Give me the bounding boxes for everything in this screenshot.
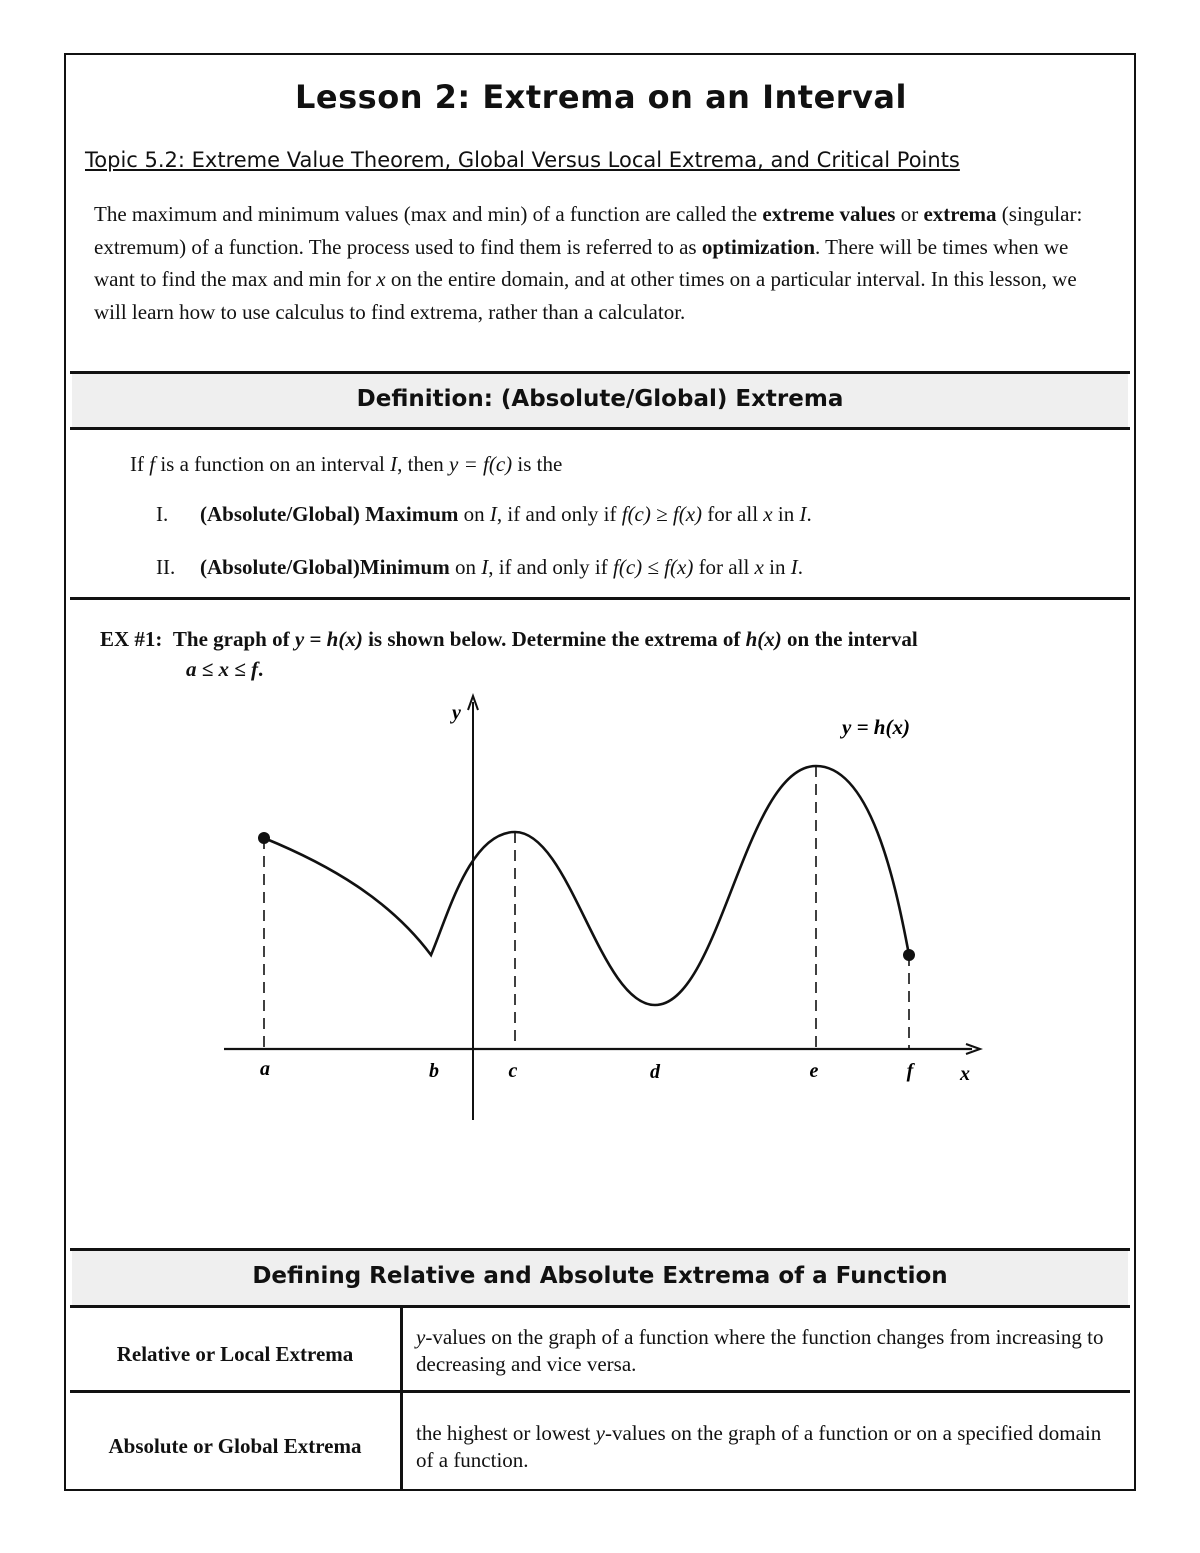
table-column-divider bbox=[400, 1306, 403, 1490]
table-row-term: Absolute or Global Extrema bbox=[108, 1434, 362, 1458]
table-row-divider bbox=[70, 1390, 1130, 1393]
table-row-definition: the highest or lowest y-values on the graph of a function or on a specified domain of a function. bbox=[416, 1421, 1102, 1472]
term-extreme-values: extreme values bbox=[762, 202, 896, 226]
curve-label: y = h(x) bbox=[842, 715, 910, 739]
page-title: Lesson 2: Extrema on an Interval bbox=[295, 78, 907, 116]
term-optimization: optimization bbox=[701, 234, 816, 259]
intro-text: on the entire domain, and at other times on a particular interval. In this lesson, we will learn how to use calculus to find extrema, rather than a calculator. bbox=[94, 267, 1077, 324]
tick-d: d bbox=[650, 1061, 660, 1083]
definition-lead: If f is a function on an interval I, then y = f(c) is the bbox=[130, 452, 563, 476]
endpoint-f bbox=[903, 949, 915, 961]
x-axis-label: x bbox=[960, 1063, 970, 1085]
definition-item-num: II. bbox=[156, 555, 176, 579]
topic-heading: Topic 5.2: Extreme Value Theorem, Global Versus Local Extrema, and Critical Points bbox=[85, 148, 960, 172]
example-interval: a ≤ x ≤ f. bbox=[186, 657, 264, 681]
definition-maximum: (Absolute/Global) Maximum on I, if and only if f(c) ≥ f(x) for all x in I. bbox=[200, 502, 812, 526]
example-prompt: EX #1: The graph of y = h(x) is shown below. Determine the extrema of h(x) on the interval bbox=[100, 627, 918, 651]
tick-f: f bbox=[906, 1060, 914, 1082]
endpoint-a bbox=[258, 832, 270, 844]
curve-h bbox=[264, 766, 909, 1005]
y-axis-label: y bbox=[452, 702, 461, 724]
intro-text: The maximum and minimum values (max and min) of a function are called the bbox=[94, 202, 763, 226]
tick-c: c bbox=[508, 1060, 518, 1082]
term-extrema: extrema bbox=[923, 202, 997, 226]
guide-lines bbox=[264, 766, 909, 1049]
tick-a: a bbox=[260, 1058, 270, 1080]
definition-item-num: I. bbox=[156, 502, 169, 526]
intro-text: or bbox=[895, 202, 924, 226]
divider bbox=[70, 1305, 1130, 1308]
table-row-definition: y-values on the graph of a function where the function changes from increasing to decreasing and vice versa. bbox=[416, 1325, 1104, 1376]
intro-text: (singular: extremum) of a function. The process used to find them is referred to as bbox=[94, 202, 1083, 259]
definition-minimum: (Absolute/Global)Minimum on I, if and only if f(c) ≤ f(x) for all x in I. bbox=[200, 555, 803, 579]
table-row-term: Relative or Local Extrema bbox=[116, 1342, 354, 1366]
definition-heading: Definition: (Absolute/Global) Extrema bbox=[356, 386, 844, 412]
table-heading: Defining Relative and Absolute Extrema of a Function bbox=[252, 1263, 948, 1289]
intro-text: . There will be times when we want to find the max and min for bbox=[94, 234, 1069, 291]
intro-var-x: x bbox=[376, 267, 386, 291]
x-tick-labels bbox=[260, 1058, 916, 1083]
tick-e: e bbox=[809, 1060, 819, 1082]
tick-b: b bbox=[429, 1060, 439, 1082]
